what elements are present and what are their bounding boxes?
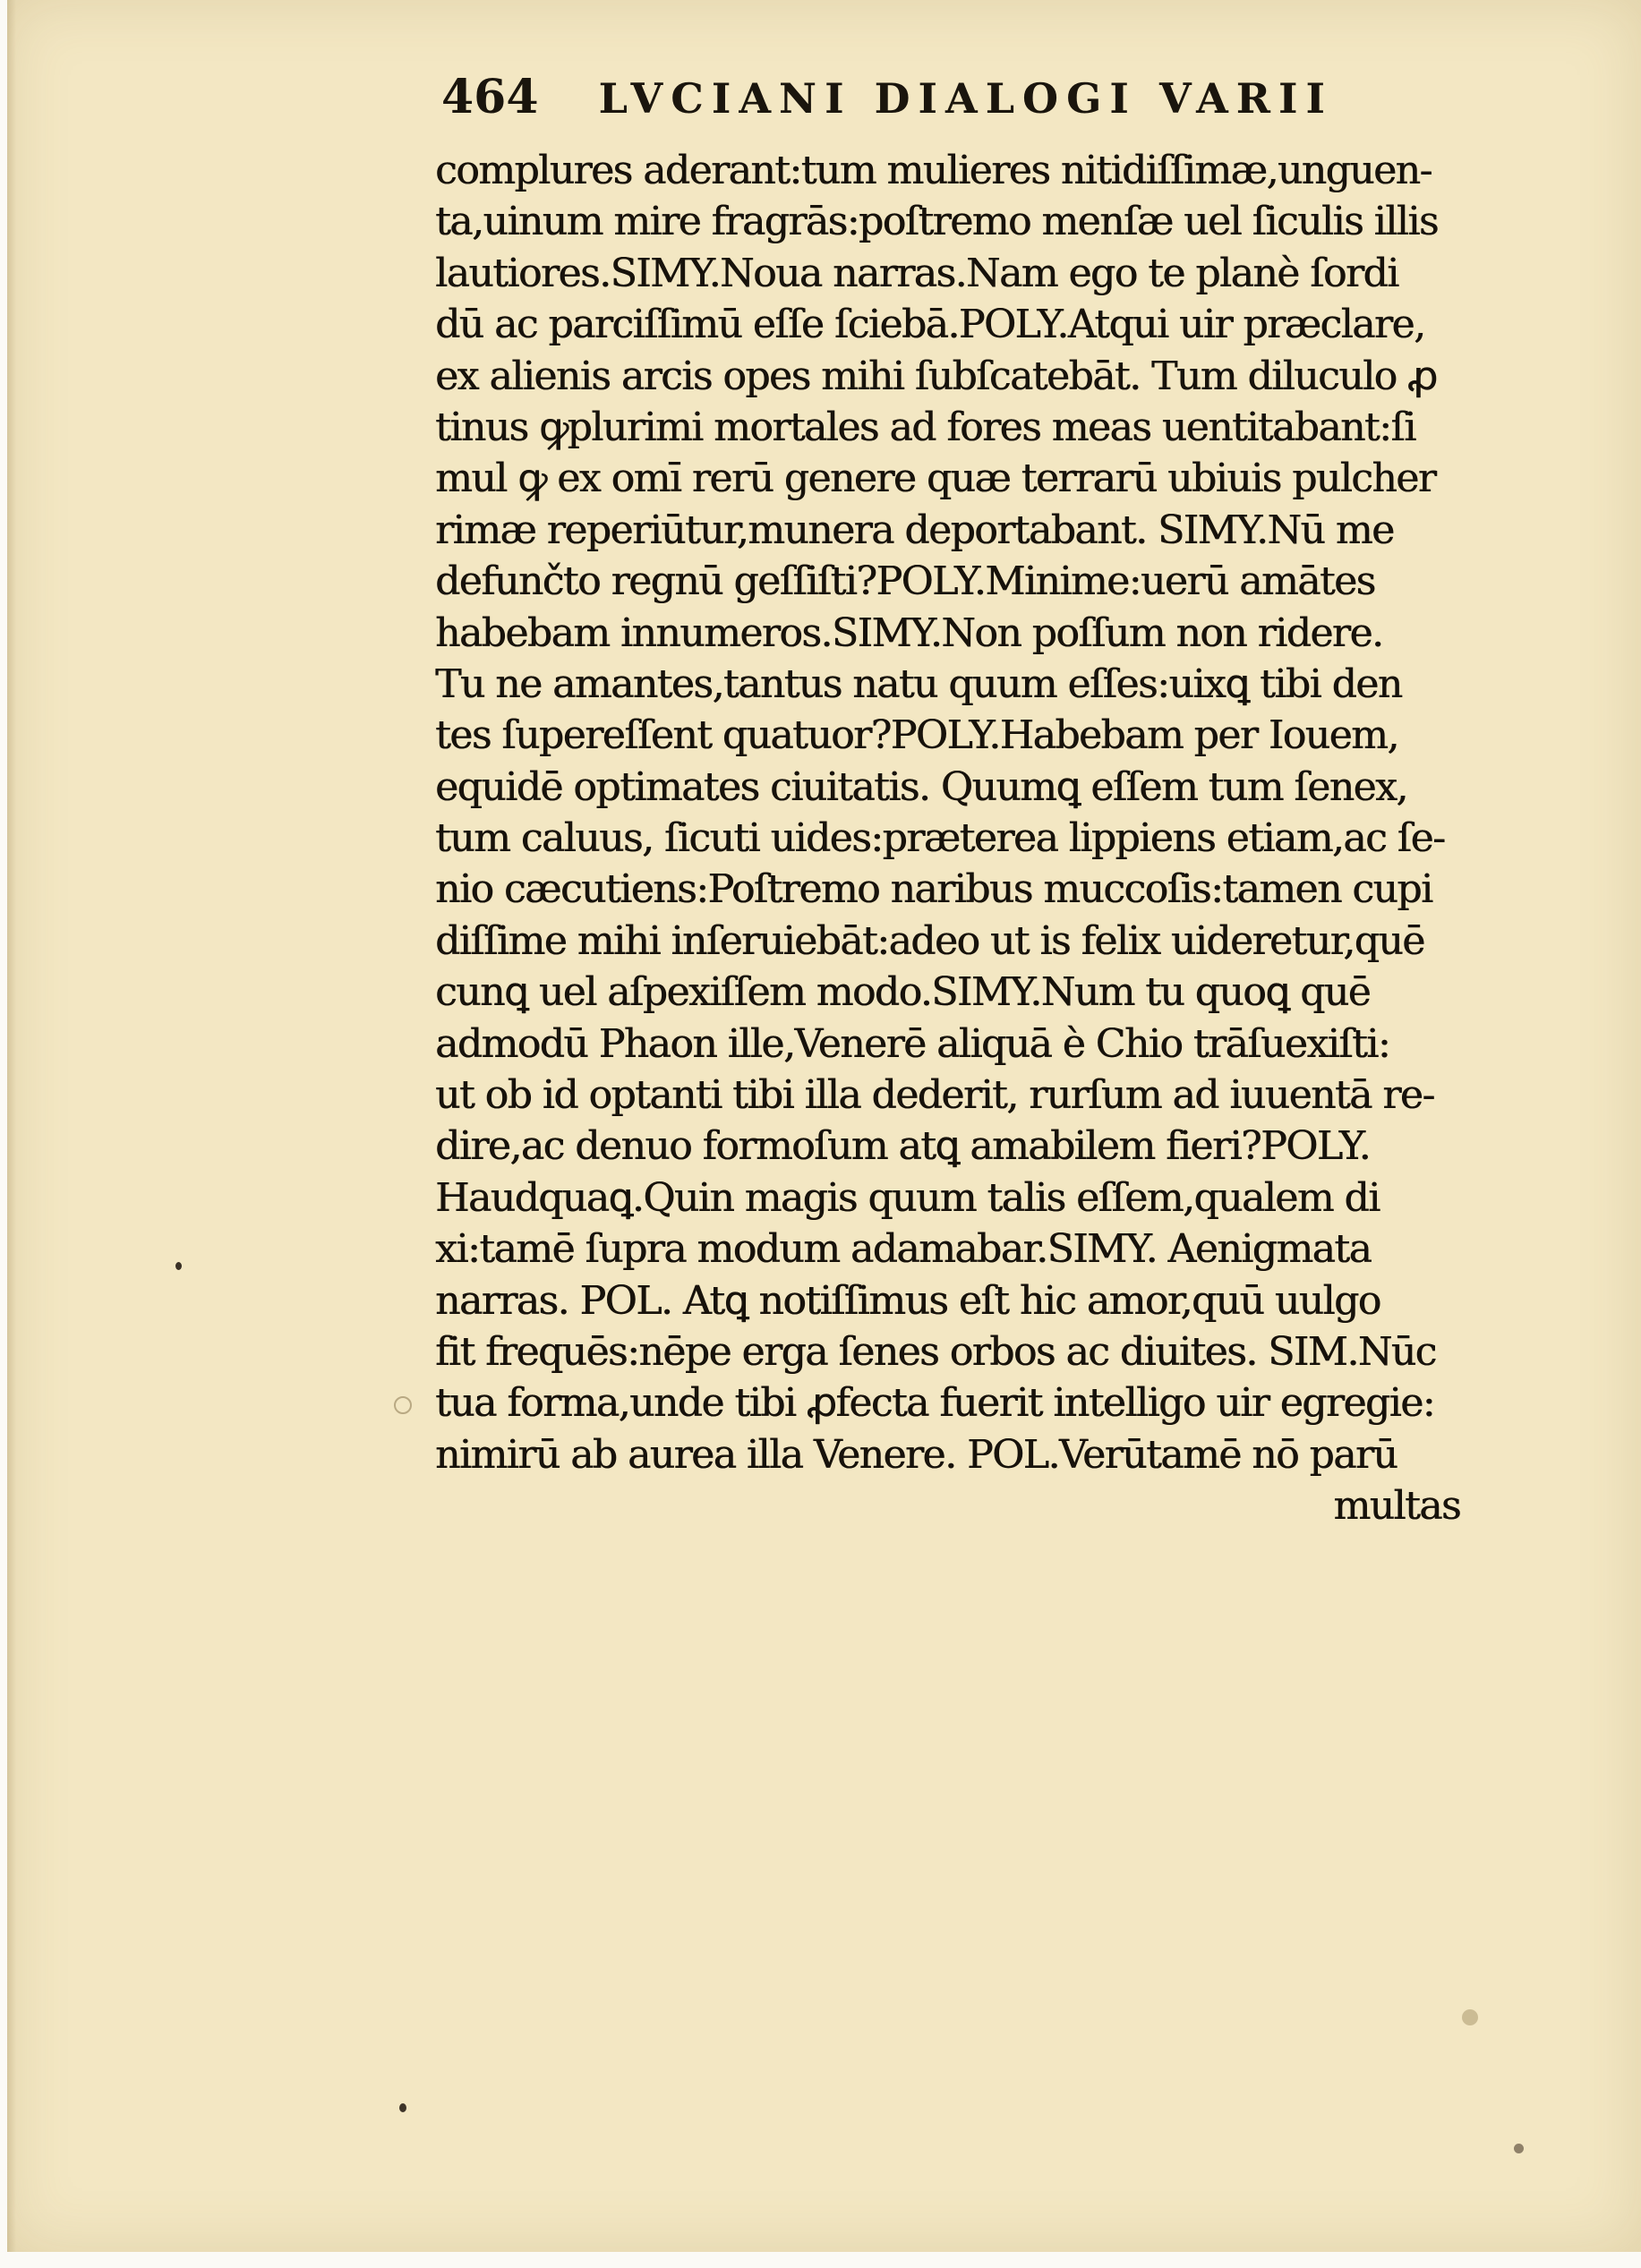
text-line: rimæ reperiūtur,munera deportabant. SIMY.Nū me <box>435 507 1394 553</box>
text-line: tua forma,unde tibi ꝓfecta fuerit intelligo uir egregie: <box>435 1380 1435 1427</box>
text-line: ex alienis arcis opes mihi ſubſcatebāt. Tum diluculo ꝓ <box>435 353 1437 399</box>
text-line: tes ſupereſſent quatuor?POLY.Habebam per Iouem, <box>435 712 1398 759</box>
page-gutter-shadow <box>7 0 16 2252</box>
text-line: nio cæcutiens:Poſtremo naribus muccoſis:tamen cupi <box>435 866 1432 913</box>
text-line: dire,ac denuo formoſum atꝗ amabilem fieri?POLY. <box>435 1123 1370 1170</box>
body-text <box>435 145 1487 1532</box>
text-line: tinus ꝙplurimi mortales ad fores meas uentitabant:ſi <box>435 404 1415 450</box>
text-line: ta,uinum mire fragrās:poſtremo menſæ uel ſiculis illis <box>435 199 1438 245</box>
text-line: complures aderant:tum mulieres nitidiſſimæ,unguen- <box>435 148 1432 193</box>
text-line: diſſime mihi inſeruiebāt:adeo ut is felix uideretur,quē <box>435 917 1424 964</box>
text-line: mul ꝙ ex omī rerū genere quæ terrarū ubiuis pulcher <box>435 456 1436 502</box>
running-head <box>441 70 1516 132</box>
text-line: tum caluus, ſicuti uides:præterea lippiens etiam,ac ſe- <box>435 815 1445 862</box>
text-line: habebam innumeros.SIMY.Non poſſum non ridere. <box>435 610 1383 656</box>
running-title: LVCIANI DIALOGI VARII <box>598 74 1334 123</box>
text-line: dū ac parciſſimū eſſe ſciebā.POLY.Atqui uir præclare, <box>435 302 1425 348</box>
text-line: equidē optimates ciuitatis. Quumꝗ eſſem tum ſenex, <box>435 763 1407 810</box>
text-line: lautiores.SIMY.Noua narras.Nam ego te planè ſordi <box>435 250 1398 296</box>
paper-speck <box>394 1396 412 1414</box>
text-line: nimirū ab aurea illa Venere. POL.Verūtamē nō parū <box>435 1431 1397 1478</box>
text-line: Tu ne amantes,tantus natu quum eſſes:uixꝗ tibi den <box>435 661 1402 707</box>
text-line: cunꝗ uel aſpexiſſem modo.SIMY.Num tu quoꝗ quē <box>435 969 1371 1016</box>
text-line: xi:tamē ſupra modum adamabar.SIMY. Aenigmata <box>435 1226 1372 1273</box>
paper-speck <box>1514 2144 1524 2153</box>
book-page <box>7 0 1641 2252</box>
catchword: multas <box>1333 1483 1460 1530</box>
paper-speck <box>175 1262 182 1270</box>
text-line: narras. POL. Atꝗ notiſſimus eſt hic amor,quū uulgo <box>435 1277 1380 1324</box>
text-line: fit frequēs:nēpe erga ſenes orbos ac diuites. SIM.Nūc <box>435 1328 1436 1375</box>
paper-speck <box>399 2103 406 2112</box>
text-line: ut ob id optanti tibi illa dederit, rurſum ad iuuentā re- <box>435 1072 1434 1119</box>
text-line: admodū Phaon ille,Venerē aliquā è Chio trāſuexiſti: <box>435 1020 1390 1067</box>
text-line: defunčto regnū geſſiſti?POLY.Minime:uerū amātes <box>435 558 1375 605</box>
page-number: 464 <box>441 70 539 124</box>
text-line: Haudquaꝗ.Quin magis quum talis eſſem,qualem di <box>435 1174 1380 1221</box>
paper-speck <box>1462 2009 1478 2025</box>
